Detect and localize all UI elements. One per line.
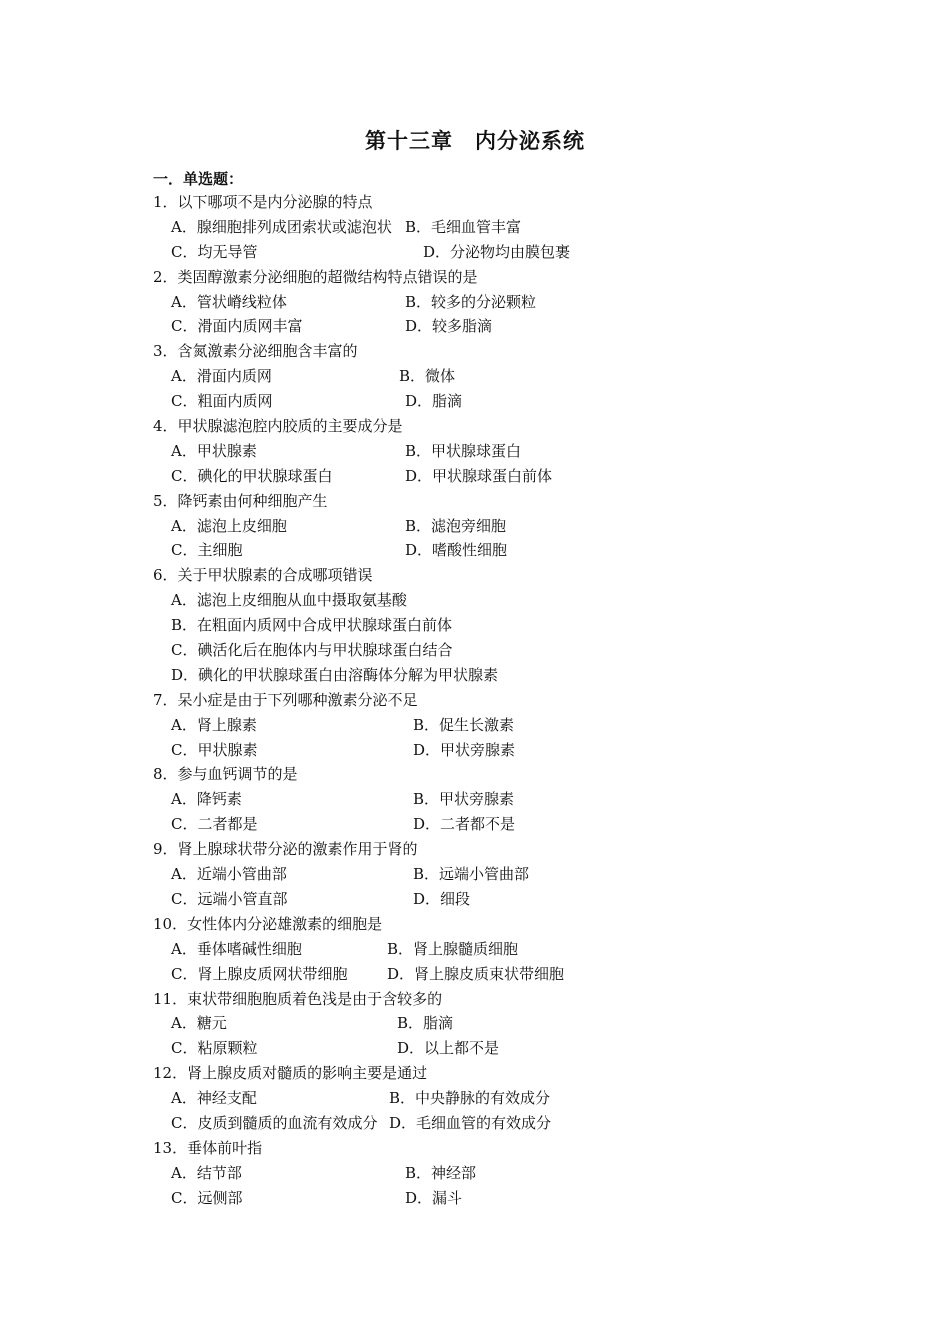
option-a: A．神经支配 (171, 1089, 257, 1108)
option-a: A．结节部 (171, 1163, 242, 1182)
option-c: C．皮质到髓质的血流有效成分 (171, 1113, 378, 1132)
option-row (153, 314, 853, 339)
option-b: B．促生长激素 (413, 715, 515, 734)
chapter-title: 第十三章 内分泌系统 (365, 129, 585, 153)
question-stem: 12．肾上腺皮质对髓质的影响主要是通过 (153, 1064, 428, 1083)
option-c: C．主细胞 (171, 541, 243, 560)
option-b: B．神经部 (405, 1163, 477, 1182)
question-stem: 2．类固醇激素分泌细胞的超微结构特点错误的是 (153, 267, 478, 286)
option-row (153, 638, 853, 663)
question-stem: 13．垂体前叶指 (153, 1138, 263, 1157)
option-c: C．肾上腺皮质网状带细胞 (171, 964, 348, 983)
option-c: C．均无导管 (171, 242, 258, 261)
option-c: C．滑面内质网丰富 (171, 317, 303, 336)
option-row (153, 1086, 853, 1111)
option-row (153, 962, 853, 987)
option-row (153, 240, 853, 265)
option-a: A．糖元 (171, 1014, 227, 1033)
option-a: A．管状嵴线粒体 (171, 292, 287, 311)
option-d: D．细段 (413, 889, 471, 908)
option-row (153, 514, 853, 539)
option-d: D．二者都不是 (413, 815, 516, 834)
option-a: A．肾上腺素 (171, 715, 257, 734)
option-c: C．远侧部 (171, 1188, 243, 1207)
question-stem: 9．肾上腺球状带分泌的激素作用于肾的 (153, 840, 418, 859)
option-d: D．肾上腺皮质束状带细胞 (387, 964, 565, 983)
option-c: C．粗面内质网 (171, 392, 273, 411)
option-a: A．滑面内质网 (171, 367, 272, 386)
option-row (153, 290, 853, 315)
option-row (153, 862, 853, 887)
option-row (153, 787, 853, 812)
question-stem: 4．甲状腺滤泡腔内胶质的主要成分是 (153, 417, 403, 436)
option-d: D．甲状旁腺素 (413, 740, 516, 759)
option-b: B．较多的分泌颗粒 (405, 292, 537, 311)
option-b: B．甲状腺球蛋白 (405, 441, 522, 460)
option-a: A．降钙素 (171, 790, 242, 809)
option-row (153, 812, 853, 837)
option-row (153, 538, 853, 563)
option-row (153, 588, 853, 613)
option-row (153, 215, 853, 240)
option-d: D．脂滴 (405, 392, 463, 411)
option-c: C．甲状腺素 (171, 740, 258, 759)
question-list (153, 190, 853, 1211)
option-row (153, 1036, 853, 1061)
option-d: D．嗜酸性细胞 (405, 541, 508, 560)
option-b: B．肾上腺髓质细胞 (387, 939, 519, 958)
question-stem: 7．呆小症是由于下列哪种激素分泌不足 (153, 690, 418, 709)
option-d: D．甲状腺球蛋白前体 (405, 466, 553, 485)
section-heading: 一．单选题： (153, 170, 244, 188)
option-row (153, 464, 853, 489)
option-row (153, 389, 853, 414)
option-a: A．滤泡上皮细胞 (171, 516, 287, 535)
question-stem: 10．女性体内分泌雄激素的细胞是 (153, 914, 383, 933)
option-c: C．二者都是 (171, 815, 258, 834)
option-d: D．以上都不是 (397, 1039, 500, 1058)
question-stem: 3．含氮激素分泌细胞含丰富的 (153, 342, 358, 361)
option-b: B．远端小管曲部 (413, 865, 530, 884)
question-stem: 6．关于甲状腺素的合成哪项错误 (153, 566, 373, 585)
option-row (153, 439, 853, 464)
option-b: B．微体 (399, 367, 456, 386)
option-row (153, 663, 853, 688)
option-row (153, 364, 853, 389)
option-d: D．分泌物均由膜包裹 (423, 242, 571, 261)
option-d: D．毛细血管的有效成分 (389, 1113, 552, 1132)
option-d: D．较多脂滴 (405, 317, 493, 336)
option-d: D．漏斗 (405, 1188, 463, 1207)
option-b: B．中央静脉的有效成分 (389, 1089, 551, 1108)
option-a: A．甲状腺素 (171, 441, 257, 460)
question-stem: 5．降钙素由何种细胞产生 (153, 491, 328, 510)
option-a: A．滤泡上皮细胞从血中摄取氨基酸 (171, 591, 407, 610)
option-a: A．垂体嗜碱性细胞 (171, 939, 302, 958)
option-row (153, 738, 853, 763)
option-c: C．远端小管直部 (171, 889, 288, 908)
option-b: B．脂滴 (397, 1014, 454, 1033)
option-b: B．在粗面内质网中合成甲状腺球蛋白前体 (171, 616, 453, 635)
option-a: A．腺细胞排列成团索状或滤泡状 (171, 217, 392, 236)
question-stem: 11．束状带细胞胞质着色浅是由于含较多的 (153, 989, 443, 1008)
option-row (153, 1111, 853, 1136)
option-d: D．碘化的甲状腺球蛋白由溶酶体分解为甲状腺素 (171, 665, 499, 684)
option-c: C．粘原颗粒 (171, 1039, 258, 1058)
question-stem: 1．以下哪项不是内分泌腺的特点 (153, 193, 373, 211)
option-row (153, 1161, 853, 1186)
option-b: B．毛细血管丰富 (405, 217, 522, 236)
question-stem: 8．参与血钙调节的是 (153, 765, 298, 784)
option-row (153, 713, 853, 738)
option-row (153, 1186, 853, 1211)
option-c: C．碘化的甲状腺球蛋白 (171, 466, 333, 485)
option-c: C．碘活化后在胞体内与甲状腺球蛋白结合 (171, 641, 453, 660)
option-a: A．近端小管曲部 (171, 865, 287, 884)
option-row (153, 613, 853, 638)
option-row (153, 887, 853, 912)
option-row (153, 1011, 853, 1036)
option-row (153, 937, 853, 962)
option-b: B．滤泡旁细胞 (405, 516, 507, 535)
option-b: B．甲状旁腺素 (413, 790, 515, 809)
